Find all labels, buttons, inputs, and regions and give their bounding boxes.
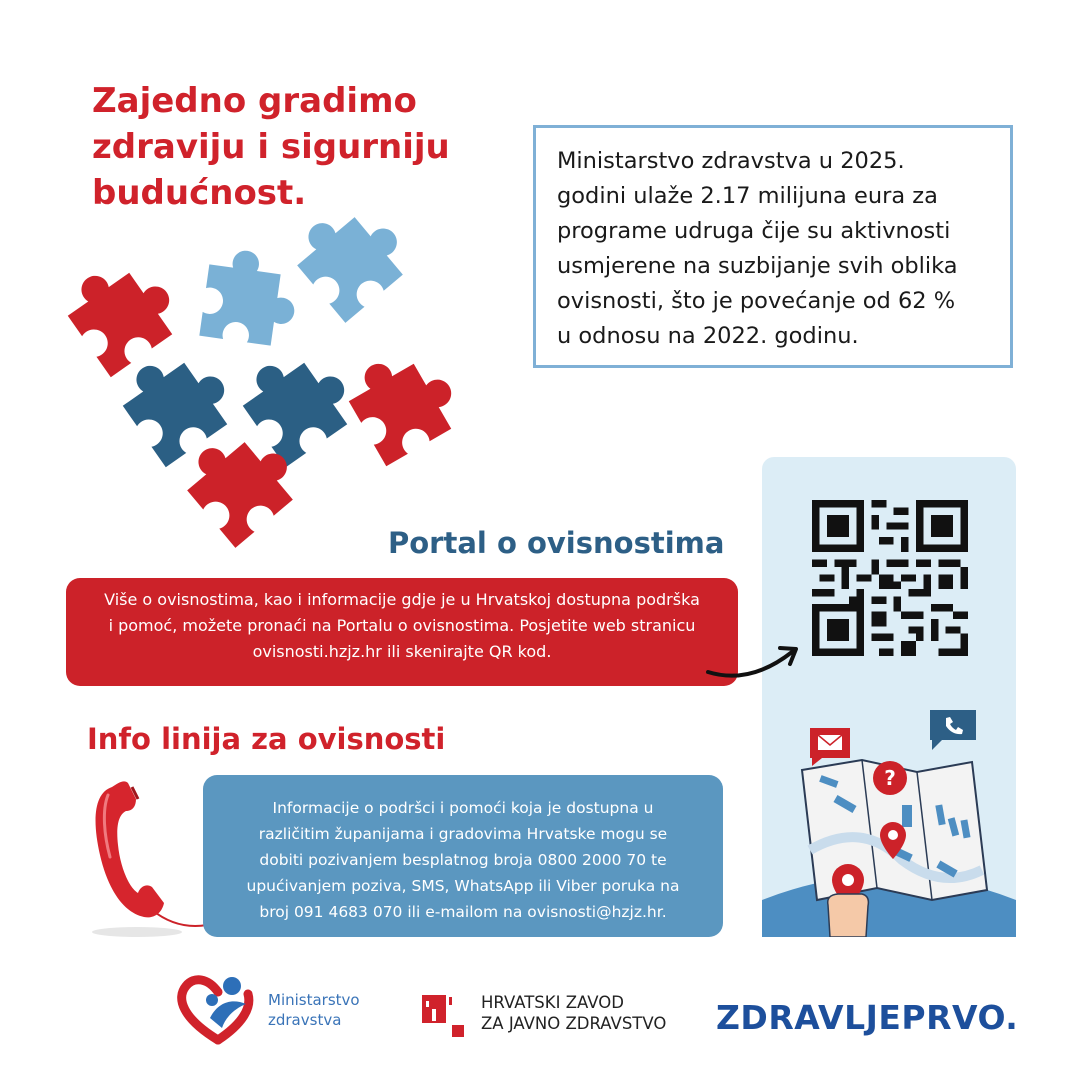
funding-text-line: u odnosu na 2022. godinu.: [557, 323, 859, 349]
puzzle-pieces-illustration: [55, 210, 475, 560]
info-text-line: dobiti pozivanjem besplatnog broja 0800 2000 70 te: [259, 851, 667, 869]
info-text-line: upućivanjem poziva, SMS, WhatsApp ili Viber poruka na: [246, 877, 680, 895]
mail-icon: [810, 728, 850, 766]
info-text-line: Informacije o podršci i pomoći koja je dostupna u: [272, 799, 654, 817]
phone-chat-icon: [930, 710, 976, 750]
puzzle-piece-light-blue: [285, 210, 418, 323]
puzzle-piece-red: [339, 337, 468, 466]
hzjz-line-2: ZA JAVNO ZDRAVSTVO: [481, 1014, 667, 1033]
ministry-logo-text: [268, 990, 360, 1030]
funding-text-line: ovisnosti, što je povećanje od 62 %: [557, 288, 956, 314]
portal-text-line: ovisnosti.hzjz.hr ili skenirajte QR kod.: [252, 642, 552, 661]
arrow-icon: [700, 640, 805, 685]
svg-text:?: ?: [884, 766, 896, 790]
info-line-title: Info linija za ovisnosti: [87, 722, 446, 756]
portal-info-box: [66, 578, 738, 686]
ministry-logo: [172, 968, 264, 1048]
puzzle-piece-red: [57, 246, 189, 378]
hzjz-logo-text: [481, 992, 666, 1034]
portal-title: Portal o ovisnostima: [388, 526, 725, 560]
headline-line-1: Zajedno gradimo: [92, 81, 417, 121]
question-icon: [873, 761, 907, 795]
ministry-line-2: zdravstva: [268, 1011, 342, 1029]
info-line-box: [203, 775, 723, 937]
telephone-handset-icon: [82, 775, 212, 940]
funding-text-line: godini ulaže 2.17 milijuna eura za: [557, 183, 938, 209]
portal-text-line: i pomoć, možete pronaći na Portalu o ovisnostima. Posjetite web stranicu: [108, 616, 696, 635]
prvo-logo-part: PRVO.: [901, 998, 1019, 1037]
funding-text-line: programe udruga čije su aktivnosti: [557, 218, 951, 244]
map-illustration: [762, 700, 1016, 937]
qr-code[interactable]: [812, 500, 968, 656]
zdravlje-prvo-logo: [716, 996, 1018, 1040]
headline-line-2: zdraviju i sigurniju: [92, 127, 450, 167]
hzjz-line-1: HRVATSKI ZAVOD: [481, 993, 624, 1012]
funding-info-box: [533, 125, 1013, 368]
puzzle-piece-dark-blue: [232, 336, 364, 468]
puzzle-piece-dark-blue: [112, 336, 244, 468]
info-text-line: različitim županijama i gradovima Hrvatske mogu se: [258, 825, 668, 843]
headline-line-3: budućnost.: [92, 173, 307, 213]
portal-text-line: Više o ovisnostima, kao i informacije gdje je u Hrvatskoj dostupna podrška: [104, 590, 700, 609]
funding-text-line: Ministarstvo zdravstva u 2025.: [557, 148, 905, 174]
funding-text-line: usmjerene na suzbijanje svih oblika: [557, 253, 958, 279]
zdravlje-logo-part: ZDRAVLJE: [716, 998, 902, 1037]
info-text-line: broj 091 4683 070 ili e-mailom na ovisnosti@hzjz.hr.: [259, 903, 667, 921]
ministry-line-1: Ministarstvo: [268, 991, 360, 1009]
hzjz-logo: [422, 995, 466, 1039]
puzzle-piece-light-blue: [199, 246, 301, 348]
page-headline: [92, 78, 452, 216]
